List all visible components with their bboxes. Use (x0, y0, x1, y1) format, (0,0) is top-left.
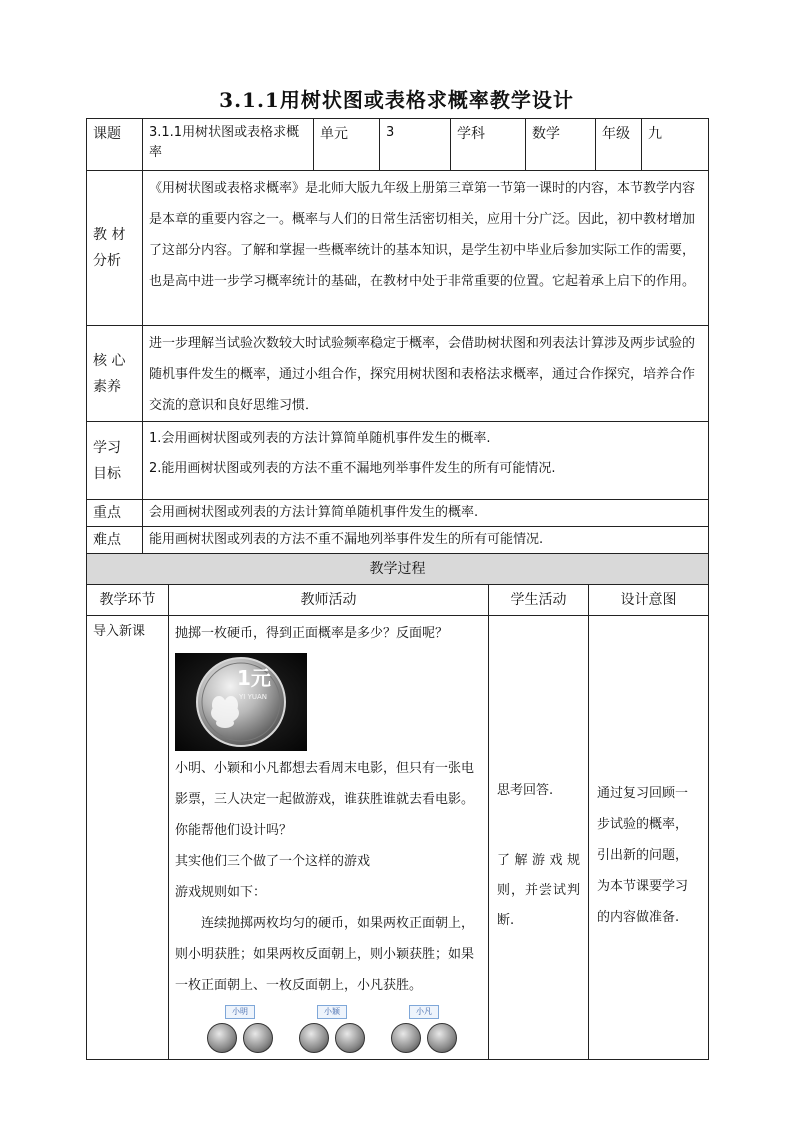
goals-list (143, 422, 709, 500)
info-row (87, 119, 709, 171)
coin-outcomes (205, 1005, 482, 1053)
difficulty-label: 难点 (87, 527, 143, 554)
key-point-text: 会用画树状图或列表的方法计算简单随机事件发生的概率. (143, 500, 709, 527)
goal-item: 2.能用画树状图或列表的方法不重不漏地列举事件发生的所有可能情况. (149, 461, 556, 476)
topic-value: 3.1.1用树状图或表格求概率 (143, 119, 314, 171)
coin-icon (243, 1023, 273, 1053)
literacy-text: 进一步理解当试验次数较大时试验频率稳定于概率，会借助树状图和列表法计算涉及两步试验的随机事件发生的概率，通过小组合作，探究用树状图和表格法求概率，通过合作探究，培养合作交流的意识和良好思维习惯． (143, 326, 709, 422)
subject-value: 数学 (526, 119, 596, 171)
key-point-label: 重点 (87, 500, 143, 527)
grade-value: 九 (642, 119, 709, 171)
player-coin-group (297, 1005, 367, 1053)
header-row (87, 585, 709, 616)
difficulty-row (87, 527, 709, 554)
literacy-label: 核 心 素养 (87, 326, 143, 422)
rules-heading: 游戏规则如下： (175, 885, 267, 900)
analysis-text: 《用树状图或表格求概率》是北师大版九年级上册第三章第一节第一课时的内容，本节教学内容是本章的重要内容之一。概率与人们的日常生活密切相关，应用十分广泛。因此，初中教材增加了这部分内容。了解和掌握一些概率统计的基本知识，是学生初中毕业后参加实际工作的需要，也是高中进一步学习概率统计的基础，在教材中处于非常重要的位置。它起着承上启下的作用。 (143, 171, 709, 326)
analysis-row (87, 171, 709, 326)
goals-row (87, 422, 709, 500)
literacy-row (87, 326, 709, 422)
player-tag: 小明 (225, 1005, 255, 1019)
student-step-1: 思考回答. (497, 783, 554, 798)
design-intent: 通过复习回顾一步试验的概率，引出新的问题，为本节课要学习的内容做准备. (589, 616, 709, 1060)
grade-label: 年级 (596, 119, 642, 171)
coin-image (175, 653, 307, 751)
coin-pinyin: YI YUAN (239, 693, 267, 701)
difficulty-text: 能用画树状图或列表的方法不重不漏地列举事件发生的所有可能情况. (143, 527, 709, 554)
topic-label: 课题 (87, 119, 143, 171)
player-coin-group (205, 1005, 275, 1053)
teacher-activity (169, 616, 489, 1060)
analysis-label: 教 材 分析 (87, 171, 143, 326)
stage-label: 导入新课 (87, 616, 169, 1060)
stage-row (87, 616, 709, 1060)
unit-value: 3 (380, 119, 451, 171)
student-step-2: 了解游戏规则，并尝试判断. (497, 853, 580, 928)
player-tag: 小颖 (317, 1005, 347, 1019)
unit-label: 单元 (314, 119, 380, 171)
coin-icon (391, 1023, 421, 1053)
student-activity (489, 616, 589, 1060)
player-coin-group (389, 1005, 459, 1053)
goal-item: 1.会用画树状图或列表的方法计算简单随机事件发生的概率. (149, 431, 491, 446)
section-title: 教学过程 (87, 554, 709, 585)
goals-label: 学习 目标 (87, 422, 143, 500)
coin-value: 1元 (237, 666, 271, 690)
section-row (87, 554, 709, 585)
game-intro-text: 其实他们三个做了一个这样的游戏 (175, 854, 371, 869)
player-tag: 小凡 (409, 1005, 439, 1019)
header-teacher: 教师活动 (169, 585, 489, 616)
page-title: 3.1.1用树状图或表格求概率教学设计 (219, 88, 574, 112)
header-design: 设计意图 (589, 585, 709, 616)
process-table (86, 553, 709, 1060)
info-table (86, 118, 709, 554)
scenario-text: 小明、小颖和小凡都想去看周末电影，但只有一张电影票，三人决定一起做游戏，谁获胜谁就去看电影。你能帮他们设计吗？ (175, 761, 475, 838)
key-point-row (87, 500, 709, 527)
coin-icon (427, 1023, 457, 1053)
header-student: 学生活动 (489, 585, 589, 616)
header-stage: 教学环节 (87, 585, 169, 616)
coin-icon (207, 1023, 237, 1053)
coin-icon (299, 1023, 329, 1053)
subject-label: 学科 (451, 119, 526, 171)
coin-icon (335, 1023, 365, 1053)
question-text: 抛掷一枚硬币，得到正面概率是多少？反面呢？ (175, 626, 449, 641)
rules-text: 连续抛掷两枚均匀的硬币，如果两枚正面朝上，则小明获胜；如果两枚反面朝上，则小颖获胜；如果一枚正面朝上、一枚反面朝上，小凡获胜。 (175, 916, 475, 993)
